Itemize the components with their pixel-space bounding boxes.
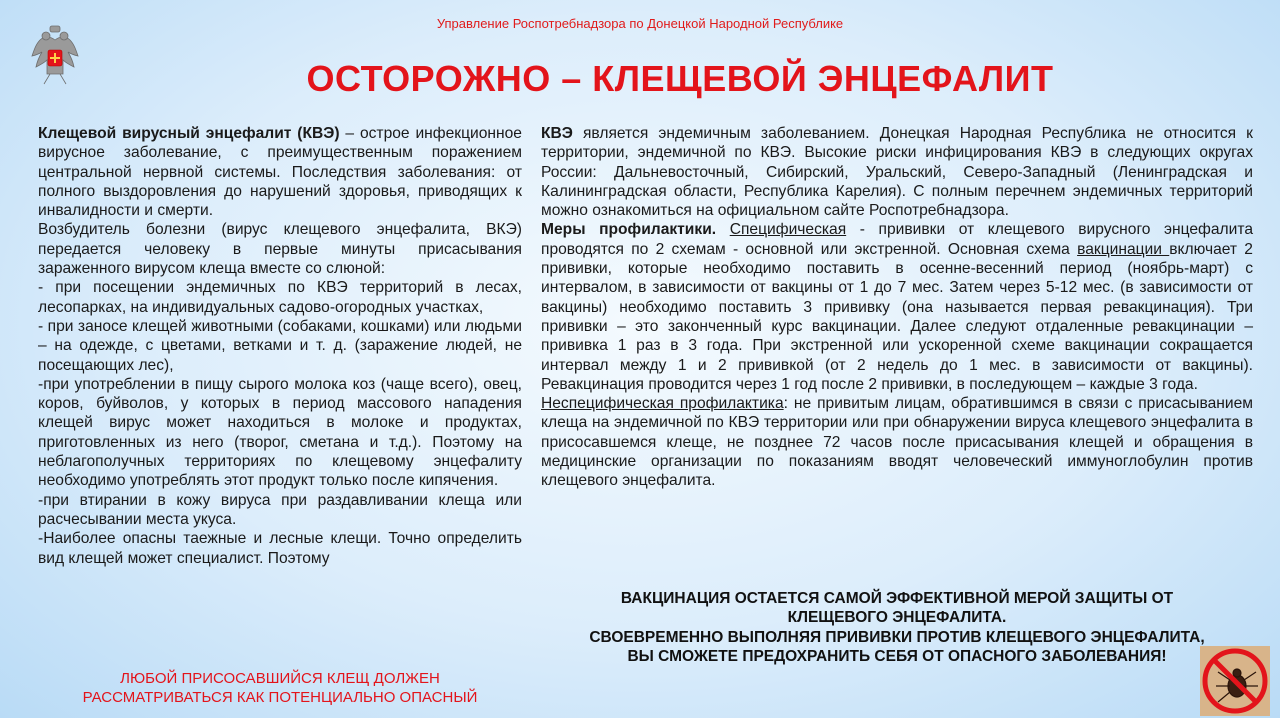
paragraph-prevention [541,220,1253,394]
left-column [38,124,522,568]
page-title: ОСТОРОЖНО – КЛЕЩЕВОЙ ЭНЦЕФАЛИТ [306,58,1054,99]
warning-line-1: ЛЮБОЙ ПРИСОСАВШИЙСЯ КЛЕЩ ДОЛЖЕН [120,670,440,687]
route-skin: -при втирании в кожу вируса при раздавливании клеща или расчесывании места укуса. [38,491,522,528]
disease-name: Клещевой вирусный энцефалит (КВЭ) [38,125,340,142]
route-animals: - при заносе клещей животными (собаками, кошками) или людьми – на одежде, с цветами, ветками и т. д. (заражение людей, не посещающих лес), [38,317,522,374]
paragraph-nonspecific [541,394,1253,490]
vaccination-callout [541,589,1253,666]
right-column [541,124,1253,491]
paragraph-dangerous-ticks: -Наиболее опасны таежные и лесные клещи. Точно определить вид клещей может специалист. Поэтому [38,530,522,567]
warning-red [38,669,522,707]
callout-line-2: КЛЕЩЕВОГО ЭНЦЕФАЛИТА. [787,609,1007,627]
nonspecific-text: : не привитым лицам, обратившимся в связи с присасыванием клеща на эндемичной по КВЭ территории или при обнаружении вируса клещевого энцефалита в присосавшемся клеще, не позднее 72 часов после присасывания клещей и обращения в медицинские организации по показаниям вводят человеческий иммуноглобулин против клещевого энцефалита. [541,395,1253,490]
endemic-text: является эндемичным заболеванием. Донецкая Народная Республика не относится к территории, эндемичной по КВЭ. Высокие риски инфицирования КВЭ в следующих округах России: Дальневосточный, Сибирский, Уральский, Северо-Западный (Ленинградская и Калининградская области, Республика Карелия). С полным перечнем эндемичных территорий можно ознакомиться на официальном сайте Роспотребнадзора. [541,125,1253,220]
paragraph-pathogen: Возбудитель болезни (вирус клещевого энцефалита, ВКЭ) передается человеку в первые минуты присасывания зараженного вирусом клеща вместе со слюной: [38,221,522,278]
paragraph-endemic [541,124,1253,220]
warning-line-2: РАССМАТРИВАТЬСЯ КАК ПОТЕНЦИАЛЬНО ОПАСНЫЙ [82,689,478,706]
specific-label: Специфическая [729,221,847,239]
prevention-text-b: включает 2 прививки, которые необходимо поставить в осенне-весенний период (ноябрь-март) с интервалом, в зависимости от вакцины от 1 до 7 мес. Затем через 5-12 мес. (в зависимости от вакцины) необходимо поставить 3 прививку (она называется первая ревакцинация). Три прививки – это законченный курс вакцинации. Далее следуют отдаленные ревакцинации – прививка 1 раз в 3 года. При экстренной или ускоренной схеме вакцинации сокращается интервал между 1 и 2 прививкой (от 2 недель до 1 мес. в зависимости от вакцины). Ревакцинация проводится через 1 год после 2 прививки, в последующем – каждые 3 года. [541,240,1253,393]
prevention-text-a: - прививки от клещевого вирусного энцефалита проводятся по 2 схемам - основной или экстренной. Основная схема [541,221,1253,258]
nonspecific-label: Неспецифическая профилактика [541,395,784,413]
agency-name: Управление Роспотребнадзора по Донецкой Народной Республике [436,16,844,31]
vaccination-label: вакцинации [1077,240,1170,258]
paragraph-intro [38,124,522,220]
kve-label: КВЭ [541,125,573,142]
callout-line-1: ВАКЦИНАЦИЯ ОСТАЕТСЯ САМОЙ ЭФФЕКТИВНОЙ МЕРОЙ ЗАЩИТЫ ОТ [620,590,1174,607]
prevention-heading: Меры профилактики. [541,221,717,239]
callout-line-3: СВОЕВРЕМЕННО ВЫПОЛНЯЯ ПРИВИВКИ ПРОТИВ КЛЕЩЕВОГО ЭНЦЕФАЛИТА, [589,628,1205,646]
callout-line-4: ВЫ СМОЖЕТЕ ПРЕДОХРАНИТЬ СЕБЯ ОТ ОПАСНОГО ЗАБОЛЕВАНИЯ! [627,647,1167,665]
intro-text: – острое инфекционное вирусное заболевание, с преимущественным поражением центральной нервной системы. Последствия заболевания: от полного выздоровления до нарушений здоровья, приводящих к инвалидности и смерти. [38,125,522,220]
no-tick-sign-icon [1200,646,1270,716]
route-milk: -при употреблении в пищу сырого молока коз (чаще всего), овец, коров, буйволов, у которых в период массового нападения клещей вирус может находиться в молоке и продуктах, приготовленных из него (творог, сметана и т.д.). Поэтому на неблагополучных территориях по клещевому энцефалиту необходимо употреблять этот продукт только после кипячения. [38,375,522,490]
route-forests: - при посещении эндемичных по КВЭ территорий в лесах, лесопарках, на индивидуальных садово-огородных участках, [38,279,522,316]
